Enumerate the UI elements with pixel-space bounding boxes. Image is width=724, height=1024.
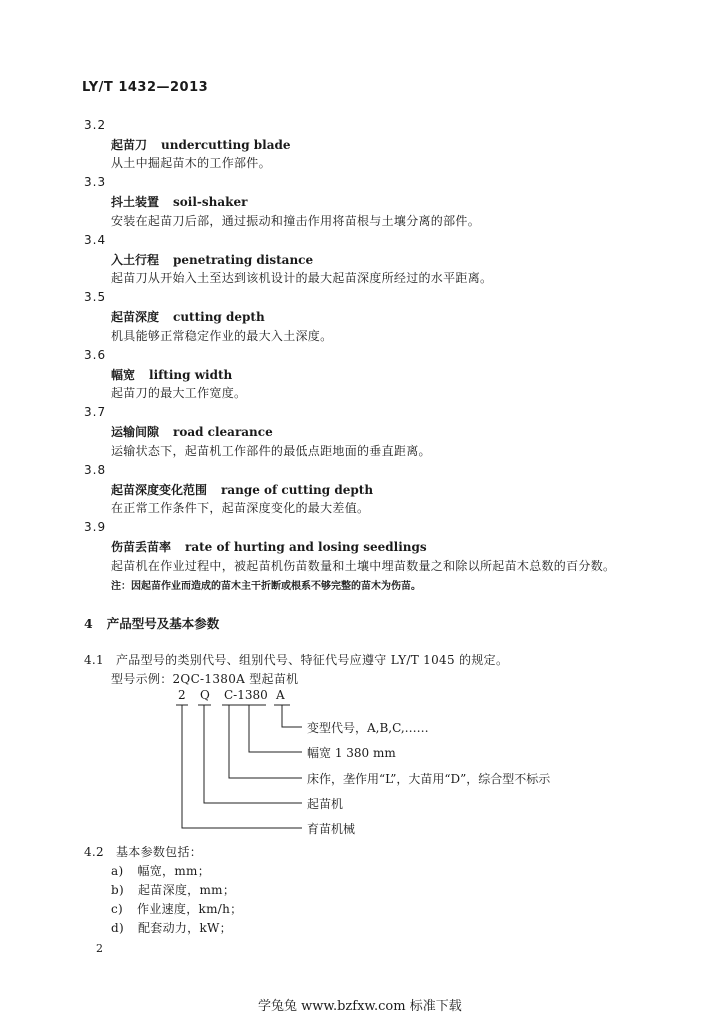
term-en: cutting depth	[173, 310, 265, 324]
term-zh: 起苗深度变化范围	[111, 483, 208, 497]
term-zh: 幅宽	[111, 368, 136, 382]
term-en: penetrating distance	[173, 253, 314, 267]
param-text: 作业速度，km/h；	[137, 902, 243, 916]
term-zh: 伤苗丢苗率	[111, 540, 172, 554]
clause-4-2	[84, 843, 202, 860]
param-item	[111, 919, 232, 936]
term-number: 3.2	[84, 118, 107, 132]
term-definition: 起苗刀从开始入土至达到该机设计的最大起苗深度所经过的水平距离。	[111, 271, 493, 285]
param-item	[111, 862, 210, 879]
term-en: road clearance	[173, 425, 273, 439]
label-nursery-machinery: 育苗机械	[307, 822, 356, 836]
param-label: d)	[111, 921, 124, 935]
param-label: a)	[111, 864, 124, 878]
label-variant-code: 变型代号，A,B,C,……	[307, 721, 429, 735]
term-en: range of cutting depth	[221, 483, 374, 497]
label-feature-code: 床作，垄作用“L”，大苗用“D”，综合型不标示	[307, 772, 551, 786]
term-number: 3.6	[84, 348, 107, 362]
leader-c	[229, 705, 302, 778]
term-zh: 起苗刀	[111, 138, 148, 152]
clause-text: 产品型号的类别代号、组别代号、特征代号应遵守 LY/T 1045 的规定。	[115, 653, 509, 667]
term-zh: 起苗深度	[111, 310, 160, 324]
term-number: 3.4	[84, 233, 107, 247]
leader-q	[204, 705, 302, 803]
clause-text: 基本参数包括：	[115, 845, 203, 859]
param-text: 起苗深度，mm；	[137, 883, 236, 897]
term-en: undercutting blade	[161, 138, 291, 152]
clause-number: 4.1	[84, 653, 104, 667]
clause-number: 4.2	[84, 845, 104, 859]
term-definition: 从土中掘起苗木的工作部件。	[111, 156, 271, 170]
code-letter-a: A	[276, 688, 285, 702]
term-number: 3.7	[84, 405, 107, 419]
code-c-1380: C-1380	[224, 688, 268, 702]
section-title: 产品型号及基本参数	[106, 616, 220, 631]
leader-1380	[249, 705, 302, 752]
term-zh: 运输间隙	[111, 425, 160, 439]
page-number: 2	[96, 942, 103, 955]
code-letter-q: Q	[200, 688, 210, 702]
param-label: c)	[111, 902, 124, 916]
term-en: soil-shaker	[173, 195, 248, 209]
term-zh: 入土行程	[111, 253, 160, 267]
section-number: 4	[84, 616, 93, 631]
param-item	[111, 900, 242, 917]
term-en: lifting width	[149, 368, 233, 382]
document-header: LY/T 1432—2013	[82, 80, 209, 95]
term-definition: 运输状态下，起苗机工作部件的最低点距地面的垂直距离。	[111, 444, 431, 458]
term-number: 3.3	[84, 175, 107, 189]
leader-2	[182, 705, 302, 828]
watermark-footer: 学兔兔 www.bzfxw.com 标准下载	[258, 999, 462, 1014]
term-number: 3.8	[84, 463, 107, 477]
note: 注：因起苗作业而造成的苗木主干折断或根系不够完整的苗木为伤苗。	[111, 581, 421, 592]
term-definition: 安装在起苗刀后部，通过振动和撞击作用将苗根与土壤分离的部件。	[111, 214, 481, 228]
term-definition: 机具能够正常稳定作业的最大入土深度。	[111, 329, 333, 343]
param-label: b)	[111, 883, 124, 897]
param-text: 配套动力，kW；	[137, 921, 232, 935]
label-lifter: 起苗机	[307, 797, 344, 811]
term-definition: 起苗机在作业过程中，被起苗机伤苗数量和土壤中埋苗数量之和除以所起苗木总数的百分数。	[111, 559, 616, 573]
param-text: 幅宽，mm；	[137, 864, 210, 878]
model-example: 型号示例：2QC-1380A 型起苗机	[111, 672, 299, 686]
term-definition: 在正常工作条件下，起苗深度变化的最大差值。	[111, 501, 370, 515]
param-item	[111, 881, 235, 898]
term-number: 3.9	[84, 520, 107, 534]
label-width: 幅宽 1 380 mm	[307, 746, 396, 760]
code-digit-2: 2	[178, 688, 186, 702]
term-zh: 抖土装置	[111, 195, 160, 209]
term-number: 3.5	[84, 290, 107, 304]
term-en: rate of hurting and losing seedlings	[185, 540, 427, 554]
term-definition: 起苗刀的最大工作宽度。	[111, 386, 247, 400]
leader-a	[282, 705, 302, 727]
